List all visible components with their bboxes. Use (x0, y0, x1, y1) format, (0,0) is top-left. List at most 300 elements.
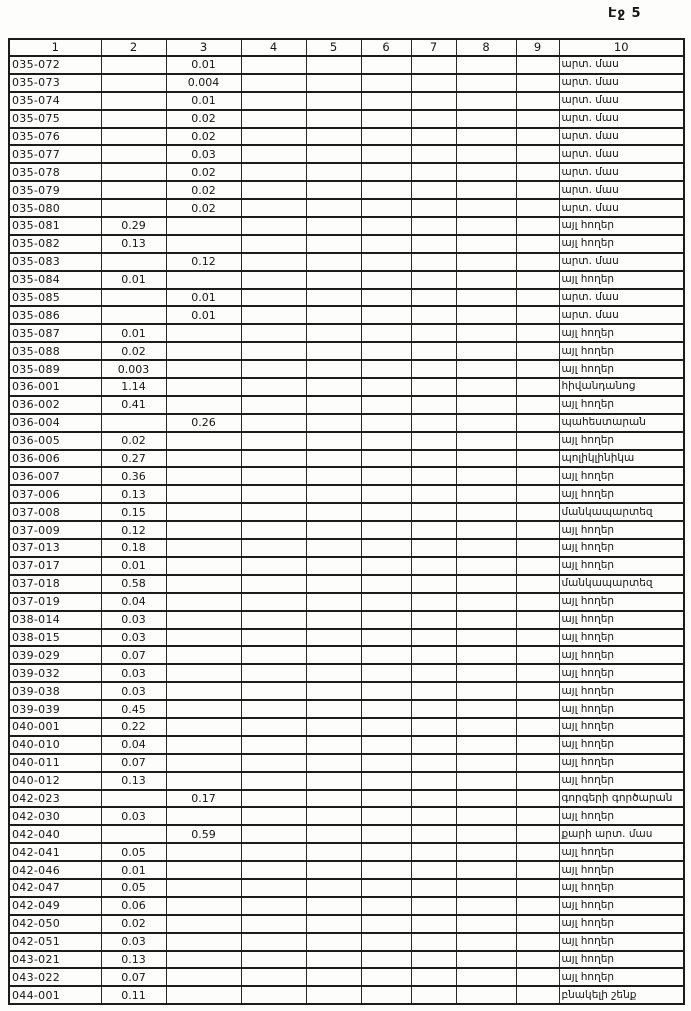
empty-cell (456, 611, 516, 629)
value-col3-cell (166, 968, 241, 986)
empty-cell (361, 682, 411, 700)
empty-cell (456, 772, 516, 790)
empty-cell (516, 915, 559, 933)
table-row (9, 181, 684, 199)
empty-cell (456, 557, 516, 575)
empty-cell (361, 879, 411, 897)
empty-cell (361, 414, 411, 432)
empty-cell (456, 790, 516, 808)
empty-cell (306, 897, 361, 915)
empty-cell (306, 664, 361, 682)
empty-cell (241, 968, 306, 986)
value-col2-cell: 0.58 (101, 575, 166, 593)
empty-cell (306, 110, 361, 128)
empty-cell (456, 110, 516, 128)
table-row (9, 289, 684, 307)
empty-cell (306, 432, 361, 450)
value-col2-cell: 0.13 (101, 951, 166, 969)
empty-cell (456, 646, 516, 664)
empty-cell (516, 986, 559, 1004)
empty-cell (516, 56, 559, 74)
empty-cell (456, 396, 516, 414)
value-col2-cell (101, 128, 166, 146)
land-use-cell: այլ հողեր (559, 485, 684, 503)
empty-cell (241, 199, 306, 217)
value-col3-cell (166, 718, 241, 736)
value-col3-cell (166, 611, 241, 629)
code-cell: 042-050 (9, 915, 101, 933)
empty-cell (241, 74, 306, 92)
value-col3-cell (166, 807, 241, 825)
empty-cell (361, 306, 411, 324)
empty-cell (411, 56, 456, 74)
empty-cell (456, 360, 516, 378)
empty-cell (456, 843, 516, 861)
empty-cell (516, 110, 559, 128)
table-row (9, 163, 684, 181)
value-col3-cell (166, 772, 241, 790)
table-row (9, 843, 684, 861)
empty-cell (516, 289, 559, 307)
value-col3-cell (166, 557, 241, 575)
empty-cell (306, 74, 361, 92)
empty-cell (361, 253, 411, 271)
empty-cell (306, 306, 361, 324)
empty-cell (456, 163, 516, 181)
empty-cell (411, 861, 456, 879)
land-use-cell: այլ հողեր (559, 700, 684, 718)
code-cell: 036-002 (9, 396, 101, 414)
land-use-cell: այլ հողեր (559, 629, 684, 647)
empty-cell (306, 933, 361, 951)
table-row (9, 772, 684, 790)
table-row (9, 575, 684, 593)
empty-cell (306, 181, 361, 199)
value-col2-cell (101, 825, 166, 843)
empty-cell (241, 289, 306, 307)
empty-cell (361, 74, 411, 92)
value-col2-cell (101, 181, 166, 199)
empty-cell (516, 879, 559, 897)
empty-cell (306, 807, 361, 825)
empty-cell (241, 503, 306, 521)
empty-cell (456, 253, 516, 271)
table-row (9, 682, 684, 700)
empty-cell (306, 700, 361, 718)
empty-cell (361, 843, 411, 861)
value-col2-cell: 0.03 (101, 682, 166, 700)
value-col3-cell (166, 951, 241, 969)
empty-cell (361, 110, 411, 128)
value-col2-cell (101, 289, 166, 307)
empty-cell (361, 807, 411, 825)
land-use-cell: արտ. մաս (559, 163, 684, 181)
value-col2-cell: 0.29 (101, 217, 166, 235)
code-cell: 037-013 (9, 539, 101, 557)
empty-cell (411, 74, 456, 92)
value-col2-cell (101, 110, 166, 128)
empty-cell (306, 128, 361, 146)
empty-cell (306, 324, 361, 342)
table-row (9, 736, 684, 754)
empty-cell (361, 396, 411, 414)
value-col3-cell: 0.004 (166, 74, 241, 92)
empty-cell (241, 682, 306, 700)
value-col3-cell (166, 467, 241, 485)
code-cell: 035-077 (9, 145, 101, 163)
empty-cell (241, 163, 306, 181)
value-col2-cell: 0.15 (101, 503, 166, 521)
empty-cell (361, 790, 411, 808)
empty-cell (361, 646, 411, 664)
empty-cell (411, 467, 456, 485)
code-cell: 039-039 (9, 700, 101, 718)
empty-cell (361, 951, 411, 969)
code-cell: 035-075 (9, 110, 101, 128)
empty-cell (241, 646, 306, 664)
land-use-cell: այլ հողեր (559, 861, 684, 879)
table-row (9, 664, 684, 682)
empty-cell (516, 199, 559, 217)
land-use-cell: այլ հողեր (559, 593, 684, 611)
empty-cell (411, 163, 456, 181)
empty-cell (361, 915, 411, 933)
empty-cell (306, 92, 361, 110)
table-row (9, 915, 684, 933)
empty-cell (411, 646, 456, 664)
column-header-7: 7 (411, 39, 456, 56)
value-col3-cell: 0.01 (166, 289, 241, 307)
empty-cell (411, 664, 456, 682)
code-cell: 036-004 (9, 414, 101, 432)
land-use-cell: արտ. մաս (559, 306, 684, 324)
empty-cell (456, 539, 516, 557)
value-col3-cell (166, 450, 241, 468)
value-col2-cell: 0.03 (101, 807, 166, 825)
empty-cell (361, 557, 411, 575)
table-row (9, 968, 684, 986)
code-cell: 035-074 (9, 92, 101, 110)
empty-cell (411, 503, 456, 521)
empty-cell (411, 485, 456, 503)
code-cell: 043-022 (9, 968, 101, 986)
empty-cell (306, 629, 361, 647)
value-col3-cell: 0.02 (166, 110, 241, 128)
value-col2-cell: 0.27 (101, 450, 166, 468)
code-cell: 042-051 (9, 933, 101, 951)
table-row (9, 933, 684, 951)
empty-cell (516, 772, 559, 790)
value-col3-cell (166, 217, 241, 235)
empty-cell (241, 825, 306, 843)
value-col3-cell (166, 593, 241, 611)
land-use-cell: այլ հողեր (559, 754, 684, 772)
code-cell: 035-087 (9, 324, 101, 342)
table-row (9, 110, 684, 128)
land-use-cell: այլ հողեր (559, 682, 684, 700)
empty-cell (516, 306, 559, 324)
empty-cell (241, 128, 306, 146)
land-use-cell: այլ հողեր (559, 915, 684, 933)
land-use-cell: այլ հողեր (559, 271, 684, 289)
code-cell: 037-008 (9, 503, 101, 521)
empty-cell (361, 986, 411, 1004)
empty-cell (241, 378, 306, 396)
empty-cell (456, 807, 516, 825)
empty-cell (241, 360, 306, 378)
empty-cell (306, 56, 361, 74)
empty-cell (516, 664, 559, 682)
land-use-cell: պահեստարան (559, 414, 684, 432)
value-col2-cell: 0.04 (101, 736, 166, 754)
empty-cell (306, 378, 361, 396)
empty-cell (411, 414, 456, 432)
land-use-cell: այլ հողեր (559, 807, 684, 825)
land-use-cell: այլ հողեր (559, 736, 684, 754)
land-use-cell: այլ հողեր (559, 235, 684, 253)
empty-cell (306, 342, 361, 360)
empty-cell (456, 432, 516, 450)
empty-cell (241, 575, 306, 593)
empty-cell (306, 503, 361, 521)
empty-cell (456, 450, 516, 468)
empty-cell (361, 629, 411, 647)
empty-cell (456, 306, 516, 324)
value-col3-cell (166, 396, 241, 414)
empty-cell (241, 772, 306, 790)
empty-cell (241, 56, 306, 74)
empty-cell (516, 485, 559, 503)
empty-cell (516, 575, 559, 593)
table-row (9, 485, 684, 503)
value-col2-cell: 0.01 (101, 557, 166, 575)
column-header-4: 4 (241, 39, 306, 56)
empty-cell (411, 289, 456, 307)
value-col2-cell: 1.14 (101, 378, 166, 396)
empty-cell (516, 700, 559, 718)
code-cell: 035-086 (9, 306, 101, 324)
empty-cell (456, 181, 516, 199)
value-col3-cell: 0.02 (166, 181, 241, 199)
value-col2-cell: 0.13 (101, 485, 166, 503)
empty-cell (516, 825, 559, 843)
code-cell: 036-007 (9, 467, 101, 485)
empty-cell (361, 700, 411, 718)
value-col2-cell (101, 56, 166, 74)
code-cell: 040-011 (9, 754, 101, 772)
empty-cell (241, 235, 306, 253)
land-use-cell: այլ հողեր (559, 951, 684, 969)
empty-cell (361, 289, 411, 307)
value-col2-cell (101, 414, 166, 432)
empty-cell (306, 557, 361, 575)
value-col3-cell (166, 503, 241, 521)
land-use-cell: այլ հողեր (559, 396, 684, 414)
empty-cell (361, 163, 411, 181)
empty-cell (306, 915, 361, 933)
table-row (9, 790, 684, 808)
empty-cell (456, 324, 516, 342)
code-cell: 036-005 (9, 432, 101, 450)
code-cell: 038-015 (9, 629, 101, 647)
empty-cell (456, 915, 516, 933)
empty-cell (456, 593, 516, 611)
empty-cell (306, 199, 361, 217)
land-use-cell: այլ հողեր (559, 879, 684, 897)
empty-cell (361, 736, 411, 754)
empty-cell (411, 199, 456, 217)
empty-cell (411, 253, 456, 271)
empty-cell (306, 253, 361, 271)
value-col3-cell (166, 879, 241, 897)
value-col2-cell: 0.003 (101, 360, 166, 378)
empty-cell (306, 360, 361, 378)
value-col2-cell: 0.05 (101, 843, 166, 861)
value-col3-cell (166, 843, 241, 861)
table-row (9, 145, 684, 163)
empty-cell (241, 324, 306, 342)
empty-cell (456, 289, 516, 307)
empty-cell (306, 450, 361, 468)
empty-cell (306, 593, 361, 611)
empty-cell (411, 217, 456, 235)
empty-cell (516, 611, 559, 629)
value-col2-cell: 0.01 (101, 324, 166, 342)
land-use-cell: արտ. մաս (559, 181, 684, 199)
land-use-cell: արտ. մաս (559, 253, 684, 271)
empty-cell (411, 754, 456, 772)
empty-cell (456, 521, 516, 539)
table-row (9, 539, 684, 557)
empty-cell (241, 557, 306, 575)
code-cell: 037-006 (9, 485, 101, 503)
value-col2-cell (101, 199, 166, 217)
value-col3-cell (166, 575, 241, 593)
empty-cell (516, 861, 559, 879)
land-use-cell: արտ. մաս (559, 145, 684, 163)
value-col3-cell: 0.01 (166, 306, 241, 324)
table-row (9, 861, 684, 879)
table-row (9, 199, 684, 217)
empty-cell (361, 503, 411, 521)
empty-cell (411, 271, 456, 289)
empty-cell (361, 861, 411, 879)
empty-cell (456, 986, 516, 1004)
value-col2-cell (101, 163, 166, 181)
empty-cell (411, 539, 456, 557)
empty-cell (241, 306, 306, 324)
value-col2-cell: 0.13 (101, 772, 166, 790)
empty-cell (306, 289, 361, 307)
empty-cell (411, 843, 456, 861)
empty-cell (241, 718, 306, 736)
empty-cell (306, 396, 361, 414)
empty-cell (411, 879, 456, 897)
land-use-cell: մանկապարտեզ (559, 503, 684, 521)
table-row (9, 897, 684, 915)
empty-cell (411, 181, 456, 199)
value-col3-cell: 0.26 (166, 414, 241, 432)
code-cell: 035-088 (9, 342, 101, 360)
code-cell: 042-046 (9, 861, 101, 879)
column-header-5: 5 (306, 39, 361, 56)
column-header-9: 9 (516, 39, 559, 56)
empty-cell (361, 933, 411, 951)
empty-cell (516, 503, 559, 521)
column-header-8: 8 (456, 39, 516, 56)
empty-cell (411, 557, 456, 575)
empty-cell (241, 861, 306, 879)
land-use-cell: արտ. մաս (559, 74, 684, 92)
land-parcel-table (8, 38, 685, 1005)
empty-cell (241, 915, 306, 933)
empty-cell (306, 163, 361, 181)
land-use-cell: այլ հողեր (559, 968, 684, 986)
empty-cell (361, 968, 411, 986)
empty-cell (516, 736, 559, 754)
value-col3-cell (166, 378, 241, 396)
value-col3-cell (166, 271, 241, 289)
empty-cell (411, 682, 456, 700)
page-number: Էջ 5 (608, 6, 642, 21)
empty-cell (361, 664, 411, 682)
empty-cell (456, 861, 516, 879)
empty-cell (241, 611, 306, 629)
empty-cell (361, 772, 411, 790)
empty-cell (516, 718, 559, 736)
code-cell: 035-085 (9, 289, 101, 307)
code-cell: 043-021 (9, 951, 101, 969)
land-use-cell: այլ հողեր (559, 646, 684, 664)
table-row (9, 807, 684, 825)
code-cell: 035-072 (9, 56, 101, 74)
empty-cell (241, 790, 306, 808)
empty-cell (456, 629, 516, 647)
empty-cell (411, 986, 456, 1004)
empty-cell (361, 718, 411, 736)
land-use-cell: այլ հողեր (559, 933, 684, 951)
table-row (9, 629, 684, 647)
empty-cell (456, 378, 516, 396)
land-use-cell: այլ հողեր (559, 718, 684, 736)
empty-cell (456, 754, 516, 772)
land-use-cell: արտ. մաս (559, 92, 684, 110)
value-col3-cell: 0.17 (166, 790, 241, 808)
code-cell: 044-001 (9, 986, 101, 1004)
code-cell: 035-082 (9, 235, 101, 253)
empty-cell (361, 360, 411, 378)
empty-cell (361, 56, 411, 74)
empty-cell (411, 968, 456, 986)
empty-cell (241, 700, 306, 718)
empty-cell (241, 432, 306, 450)
empty-cell (516, 897, 559, 915)
empty-cell (306, 736, 361, 754)
value-col2-cell: 0.03 (101, 611, 166, 629)
table-row (9, 503, 684, 521)
empty-cell (361, 521, 411, 539)
land-use-cell: բնակելի շենք (559, 986, 684, 1004)
empty-cell (411, 396, 456, 414)
empty-cell (456, 933, 516, 951)
value-col3-cell (166, 629, 241, 647)
table-row (9, 467, 684, 485)
empty-cell (411, 951, 456, 969)
empty-cell (516, 432, 559, 450)
empty-cell (241, 539, 306, 557)
empty-cell (411, 700, 456, 718)
empty-cell (411, 933, 456, 951)
